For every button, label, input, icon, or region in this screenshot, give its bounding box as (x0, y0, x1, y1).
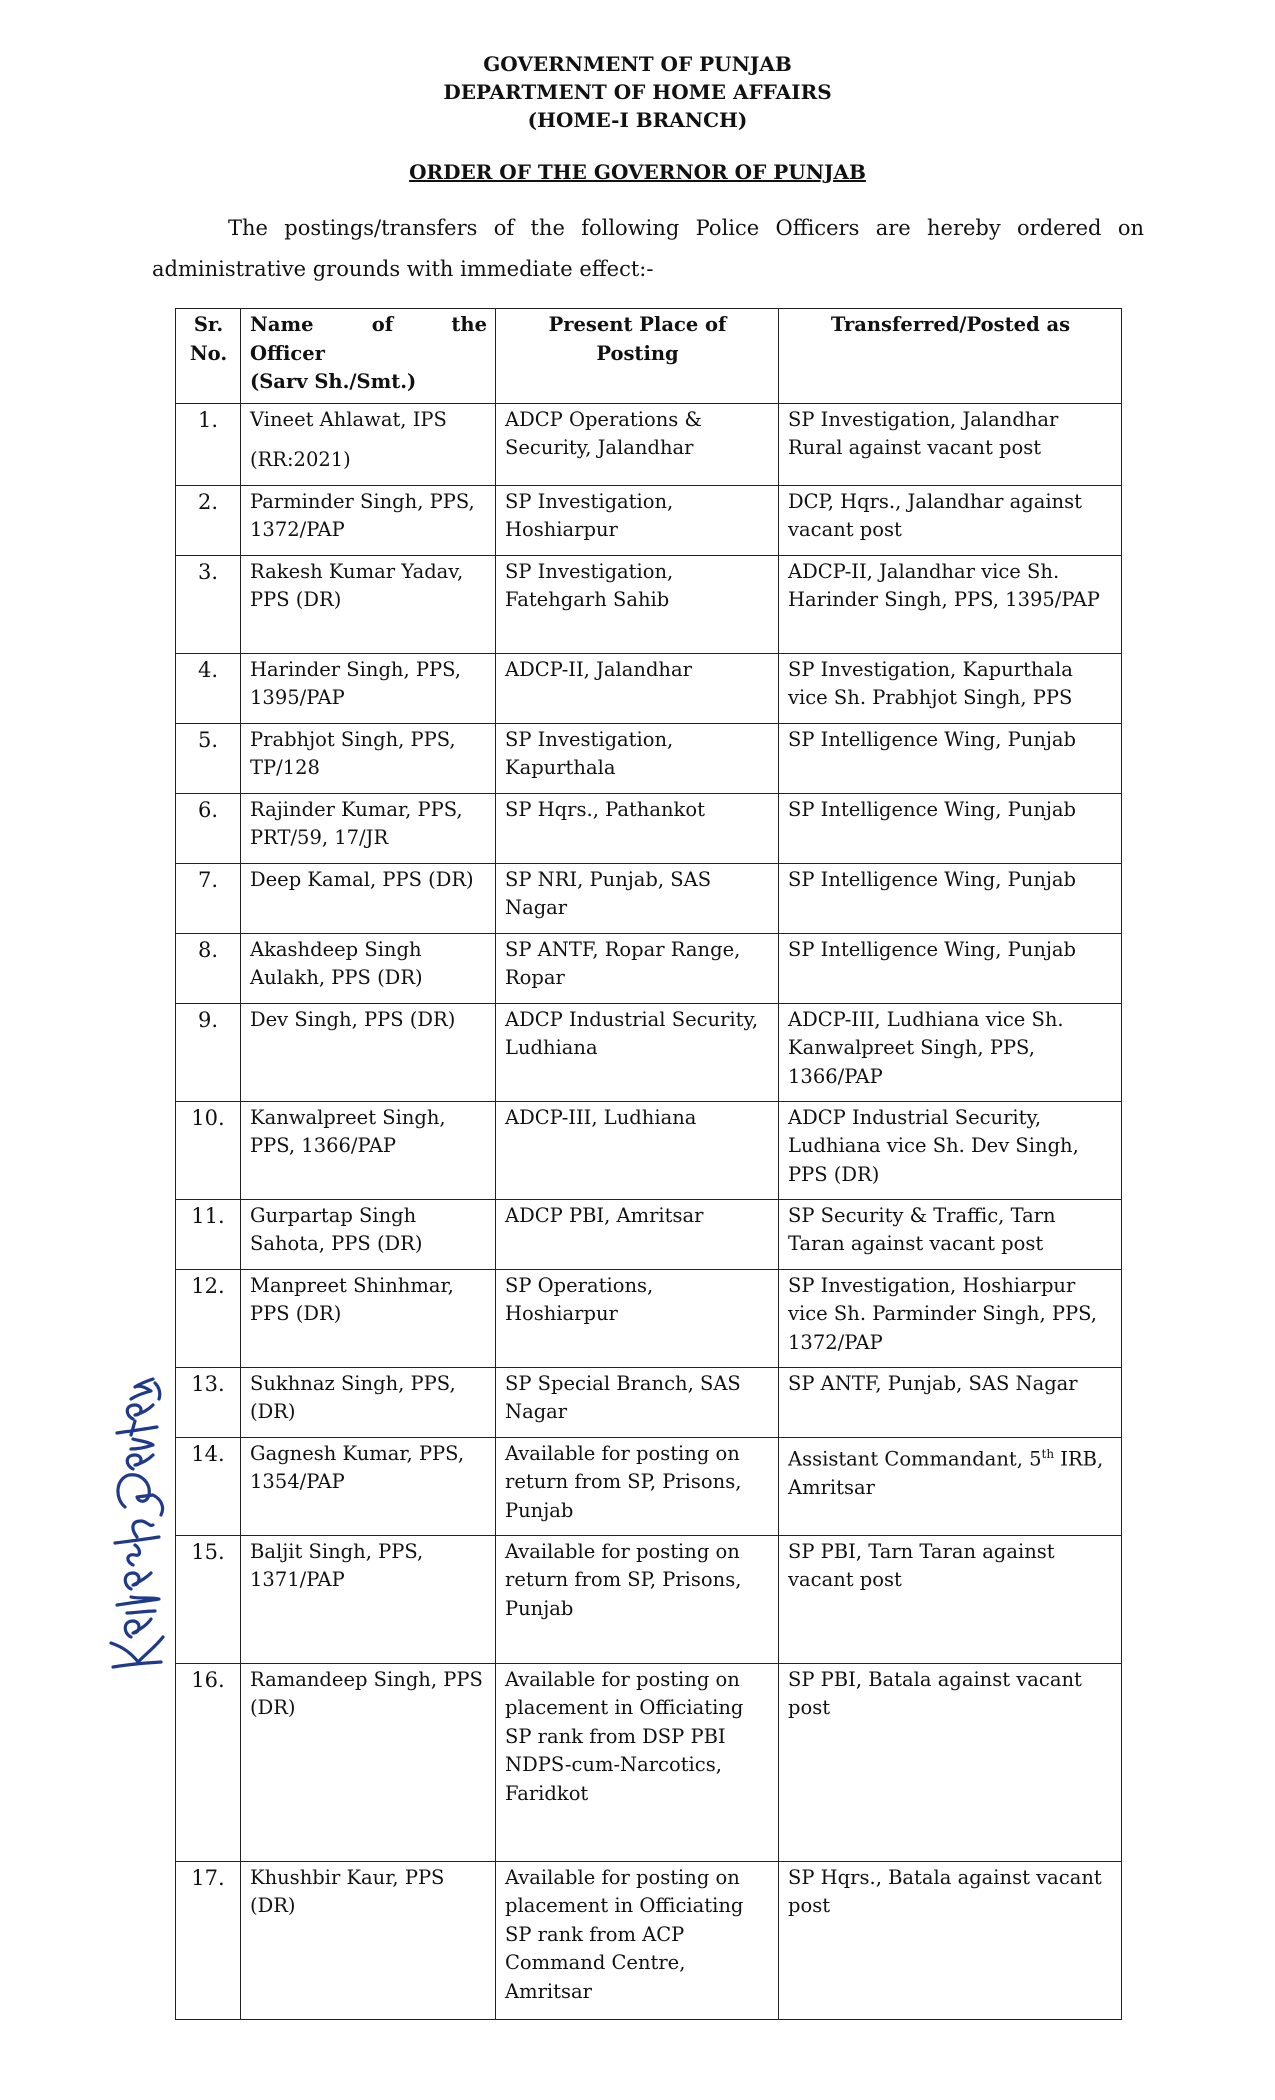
cell-transferred: SP PBI, Tarn Taran against vacant post (779, 1535, 1122, 1663)
transferred-text-post: IRB, Amritsar (788, 1447, 1104, 1499)
table-row (176, 1535, 1122, 1663)
cell-officer: Kanwalpreet Singh, PPS, 1366/PAP (241, 1101, 496, 1199)
cell-present: ADCP-III, Ludhiana (496, 1101, 779, 1199)
cell-present: ADCP Industrial Security, Ludhiana (496, 1003, 779, 1101)
cell-present: SP Investigation, Hoshiarpur (496, 485, 779, 555)
table-row (176, 1003, 1122, 1101)
cell-present: ADCP PBI, Amritsar (496, 1199, 779, 1269)
cell-sr: 10. (176, 1101, 241, 1199)
signature (95, 1375, 175, 1675)
cell-transferred: SP Intelligence Wing, Punjab (779, 933, 1122, 1003)
cell-sr: 14. (176, 1437, 241, 1535)
cell-transferred: SP Security & Traffic, Tarn Taran against vacant post (779, 1199, 1122, 1269)
cell-transferred: SP Investigation, Kapurthala vice Sh. Prabhjot Singh, PPS (779, 653, 1122, 723)
cell-sr: 6. (176, 793, 241, 863)
cell-transferred: ADCP Industrial Security, Ludhiana vice Sh. Dev Singh, PPS (DR) (779, 1101, 1122, 1199)
table-row (176, 793, 1122, 863)
cell-transferred (779, 1437, 1122, 1535)
table-row (176, 1269, 1122, 1367)
officer-name: Vineet Ahlawat, IPS (250, 407, 447, 431)
table-row (176, 1101, 1122, 1199)
cell-sr: 12. (176, 1269, 241, 1367)
header-department: DEPARTMENT OF HOME AFFAIRS (443, 80, 832, 104)
cell-transferred: SP Intelligence Wing, Punjab (779, 863, 1122, 933)
cell-transferred: SP Intelligence Wing, Punjab (779, 793, 1122, 863)
cell-officer: Rakesh Kumar Yadav, PPS (DR) (241, 555, 496, 653)
cell-officer: Khushbir Kaur, PPS (DR) (241, 1861, 496, 2019)
cell-officer (241, 403, 496, 485)
header-name-line2: Officer (250, 341, 325, 365)
header-name-word3: the (451, 313, 487, 336)
cell-sr: 15. (176, 1535, 241, 1663)
cell-present: ADCP-II, Jalandhar (496, 653, 779, 723)
header-sr-line2: No. (189, 341, 228, 365)
table-row (176, 653, 1122, 723)
cell-sr: 17. (176, 1861, 241, 2019)
table-row (176, 1437, 1122, 1535)
cell-present: SP Operations, Hoshiarpur (496, 1269, 779, 1367)
officer-batch: (RR:2021) (250, 448, 351, 471)
cell-present: SP Special Branch, SAS Nagar (496, 1367, 779, 1437)
cell-present: SP ANTF, Ropar Range, Ropar (496, 933, 779, 1003)
cell-transferred: SP Investigation, Jalandhar Rural against vacant post (779, 403, 1122, 485)
cell-sr: 2. (176, 485, 241, 555)
cell-officer: Baljit Singh, PPS, 1371/PAP (241, 1535, 496, 1663)
cell-officer: Gagnesh Kumar, PPS, 1354/PAP (241, 1437, 496, 1535)
cell-sr: 5. (176, 723, 241, 793)
header-name-line1 (250, 311, 487, 340)
order-title: ORDER OF THE GOVERNOR OF PUNJAB (409, 160, 866, 184)
cell-present: Available for posting on placement in Officiating SP rank from ACP Command Centre, Amritsar (496, 1861, 779, 2019)
cell-officer: Akashdeep Singh Aulakh, PPS (DR) (241, 933, 496, 1003)
table-row (176, 1861, 1122, 2019)
cell-sr: 3. (176, 555, 241, 653)
cell-present: SP Investigation, Fatehgarh Sahib (496, 555, 779, 653)
cell-sr: 11. (176, 1199, 241, 1269)
cell-officer: Harinder Singh, PPS, 1395/PAP (241, 653, 496, 723)
header-sr-no (176, 309, 241, 404)
cell-transferred: SP PBI, Batala against vacant post (779, 1663, 1122, 1861)
cell-present: SP Investigation, Kapurthala (496, 723, 779, 793)
cell-officer: Manpreet Shinhmar, PPS (DR) (241, 1269, 496, 1367)
header-present-posting: Present Place of Posting (496, 309, 779, 404)
table-row (176, 723, 1122, 793)
table-row (176, 555, 1122, 653)
header-transferred-posted: Transferred/Posted as (779, 309, 1122, 404)
cell-sr: 7. (176, 863, 241, 933)
cell-sr: 1. (176, 403, 241, 485)
table-row (176, 1199, 1122, 1269)
table-row (176, 1663, 1122, 1861)
cell-transferred: ADCP-II, Jalandhar vice Sh. Harinder Singh, PPS, 1395/PAP (779, 555, 1122, 653)
cell-present: ADCP Operations & Security, Jalandhar (496, 403, 779, 485)
cell-officer: Deep Kamal, PPS (DR) (241, 863, 496, 933)
cell-officer: Sukhnaz Singh, PPS, (DR) (241, 1367, 496, 1437)
cell-sr: 8. (176, 933, 241, 1003)
cell-transferred: SP Hqrs., Batala against vacant post (779, 1861, 1122, 2019)
cell-officer: Ramandeep Singh, PPS (DR) (241, 1663, 496, 1861)
cell-present: Available for posting on placement in Officiating SP rank from DSP PBI NDPS-cum-Narcotics, Faridkot (496, 1663, 779, 1861)
cell-transferred: SP ANTF, Punjab, SAS Nagar (779, 1367, 1122, 1437)
cell-officer: Parminder Singh, PPS, 1372/PAP (241, 485, 496, 555)
header-name-word1: Name (250, 313, 314, 336)
cell-officer: Rajinder Kumar, PPS, PRT/59, 17/JR (241, 793, 496, 863)
header-government: GOVERNMENT OF PUNJAB (483, 52, 792, 76)
cell-sr: 9. (176, 1003, 241, 1101)
cell-sr: 4. (176, 653, 241, 723)
cell-present: Available for posting on return from SP, Prisons, Punjab (496, 1535, 779, 1663)
cell-transferred: DCP, Hqrs., Jalandhar against vacant post (779, 485, 1122, 555)
cell-officer: Dev Singh, PPS (DR) (241, 1003, 496, 1101)
intro-paragraph: The postings/transfers of the following Police Officers are hereby ordered on administrative grounds with immediate effect:- (152, 216, 1144, 281)
header-name-line3: (Sarv Sh./Smt.) (250, 370, 417, 393)
cell-transferred: SP Investigation, Hoshiarpur vice Sh. Parminder Singh, PPS, 1372/PAP (779, 1269, 1122, 1367)
table-row (176, 1367, 1122, 1437)
letterhead (0, 50, 1275, 134)
table-header-row (176, 309, 1122, 404)
table-row (176, 863, 1122, 933)
signature-image (95, 1375, 175, 1675)
header-sr-line1: Sr. (193, 313, 224, 336)
cell-sr: 13. (176, 1367, 241, 1437)
header-branch: (HOME-I BRANCH) (527, 108, 748, 132)
header-officer-name (241, 309, 496, 404)
postings-table (175, 308, 1122, 2020)
cell-transferred: ADCP-III, Ludhiana vice Sh. Kanwalpreet Singh, PPS, 1366/PAP (779, 1003, 1122, 1101)
cell-sr: 16. (176, 1663, 241, 1861)
cell-officer: Prabhjot Singh, PPS, TP/128 (241, 723, 496, 793)
cell-transferred: SP Intelligence Wing, Punjab (779, 723, 1122, 793)
table-row (176, 485, 1122, 555)
transferred-ordinal-suffix: th (1041, 1446, 1055, 1461)
cell-present: SP Hqrs., Pathankot (496, 793, 779, 863)
transferred-text-pre: Assistant Commandant, 5 (788, 1447, 1042, 1470)
table-row (176, 933, 1122, 1003)
header-name-word2: of (371, 313, 394, 336)
table-row (176, 403, 1122, 485)
cell-present: SP NRI, Punjab, SAS Nagar (496, 863, 779, 933)
cell-present: Available for posting on return from SP, Prisons, Punjab (496, 1437, 779, 1535)
cell-officer: Gurpartap Singh Sahota, PPS (DR) (241, 1199, 496, 1269)
